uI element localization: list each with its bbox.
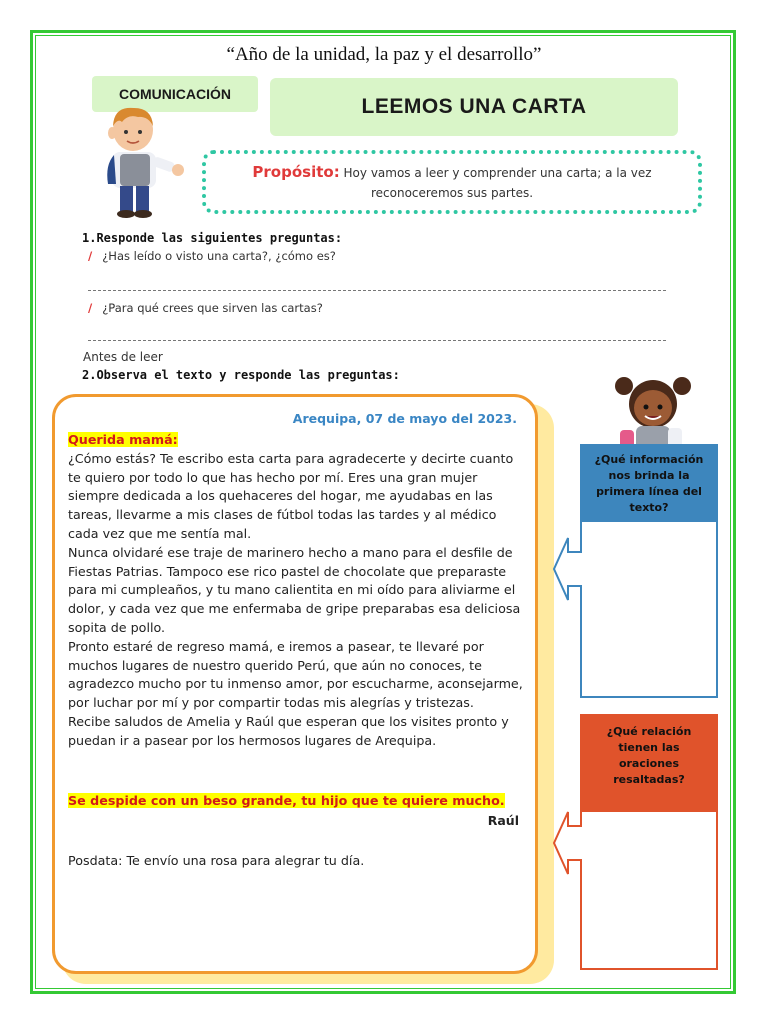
letter-greeting: Querida mamá: [68,432,178,447]
side-question-2: ¿Qué relación tienen las oraciones resaltadas? [582,716,716,812]
letter-farewell-text: Se despide con un beso grande, tu hijo que te quiere mucho. [68,793,505,808]
motto: “Año de la unidad, la paz y el desarrollo” [226,44,542,65]
purpose-label: Propósito: [252,163,340,181]
letter-postscript: Posdata: Te envío una rosa para alegrar tu día. [68,853,365,868]
question-2 [88,301,323,315]
question-2-text: ¿Para qué crees que sirven las cartas? [102,301,323,315]
left-arrow-icon [552,534,584,604]
check-mark-icon: / [88,249,93,263]
section-2-heading: 2.Observa el texto y responde las preguntas: [82,368,400,382]
letter-paragraph-4: Recibe saludos de Amelia y Raúl que esperan que los visites pronto y puedan ir a pasear por los hermosos lugares de Arequipa. [68,713,509,748]
page-title: LEEMOS UNA CARTA [270,78,678,136]
letter-paragraph-3: Pronto estaré de regreso mamá, e iremos a pasear, te llevaré por muchos lugares de nuestro querido Perú, que aún no conoces, te agradezco mucho por tu inmenso amor, por escucharme, aconsejarme, por luchar por mí y por compartir todas mis alegrías y tristezas. [68,638,523,711]
side-question-box-2 [580,714,718,970]
boy-student-illustration [100,100,190,218]
letter-signature: Raúl [487,813,519,828]
question-1 [88,249,336,263]
letter-body [68,431,524,751]
before-reading-label: Antes de leer [83,350,163,364]
side-answer-area-2[interactable] [582,812,716,968]
letter-farewell [68,793,505,808]
purpose-text-line1: Hoy vamos a leer y comprender una carta; a la vez [343,166,652,180]
subject-tab: COMUNICACIÓN [92,76,258,112]
side-question-1: ¿Qué información nos brinda la primera línea del texto? [582,446,716,522]
side-answer-area-1[interactable] [582,522,716,696]
answer-line-2[interactable] [88,340,666,341]
letter-card [52,394,538,974]
answer-line-1[interactable] [88,290,666,291]
letter-date: Arequipa, 07 de mayo del 2023. [292,411,517,426]
letter-paragraph-1: ¿Cómo estás? Te escribo esta carta para agradecerte y decirte cuanto te quiero por todo lo que has hecho por mí. Eres una gran mujer siempre dedicada a los quehaceres del hogar, me ayudabas en las tareas, llevarme a mis clases de fútbol todas las tardes y al médico cada vez que me sentía mal. [68,450,514,541]
letter-paragraph-2: Nunca olvidaré ese traje de marinero hecho a mano para el desfile de Fiestas Patrias. Tampoco ese rico pastel de chocolate que preparaste para mi cumpleaños, y tu mano calientita en mi oído para aliviarme el dolor, y cada vez que me enfermaba de gripe preparabas esa deliciosa sopita de pollo. [68,544,521,635]
left-arrow-icon [552,808,584,878]
section-1-heading: 1.Responde las siguientes preguntas: [82,231,343,245]
purpose-box [202,150,702,214]
purpose-text-line2: reconoceremos sus partes. [370,186,534,200]
check-mark-icon: / [88,301,93,315]
girl-student-illustration [608,372,698,450]
question-1-text: ¿Has leído o visto una carta?, ¿cómo es? [102,249,336,263]
side-question-box-1 [580,444,718,698]
